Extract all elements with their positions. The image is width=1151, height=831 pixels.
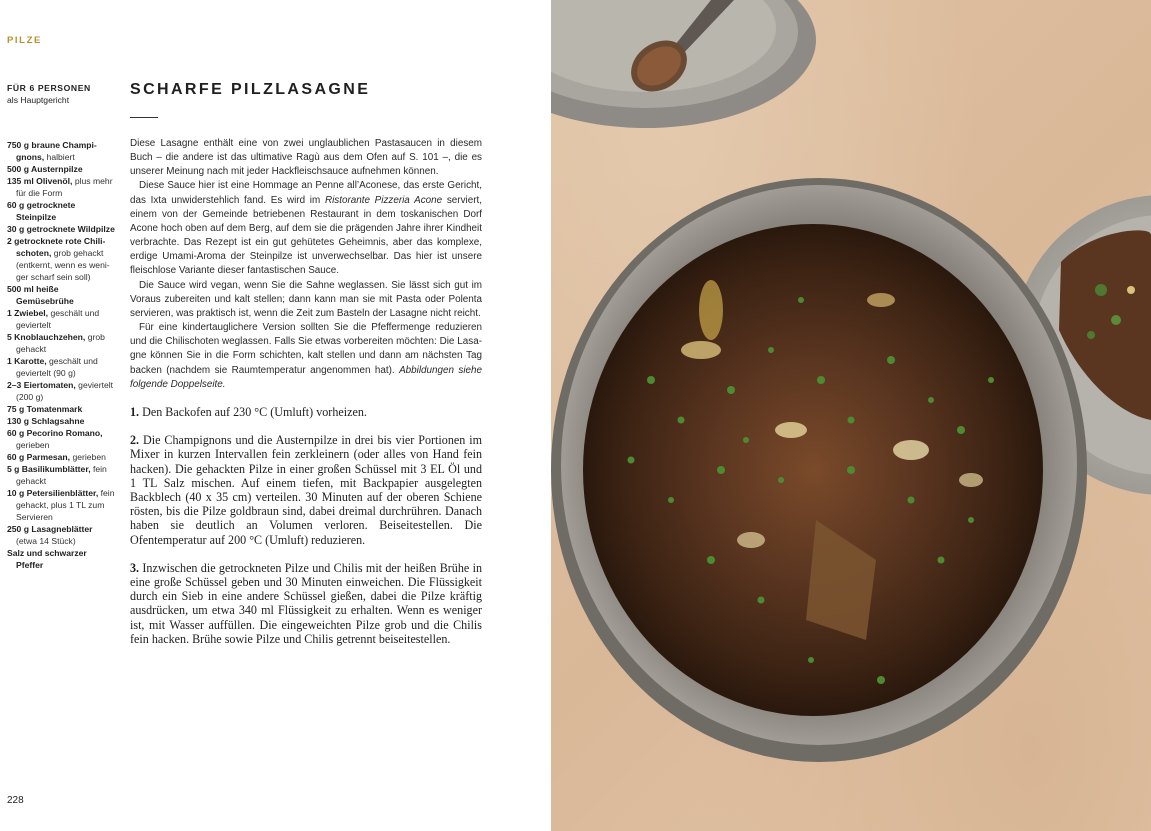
recipe-title: SCHARFE PILZLASAGNE	[130, 81, 371, 98]
intro-paragraph: Diese Sauce hier ist eine Hommage an Penne all’Aconese, das erste Gericht, das Ixta unwiderstehlich fand. Es wird im Ristorante Pizzeria Acone serviert, einem von der Gemeinde betriebenen Restaurant in dem toskanischen Dorf Acone hoch oben auf dem Berg, auf dem sie die prägenden Jahre ihrer Kindheit verbrachte. Das Rezept ist ein gut gehütetes Geheimnis, aber das komplexe, erdige Umami-Aroma der Steinpilze ist unverwechselbar. Das hier ist unsere fleischlose Variante dieser fantastischen Sauce.	[130, 180, 482, 277]
ingredient-item: 130 g Schlagsahne	[7, 416, 85, 426]
servings-subtitle: als Hauptgericht	[7, 95, 70, 105]
ingredient-item: 135 ml Olivenöl, plus mehr für die Form	[7, 176, 113, 198]
method-step: 1. Den Backofen auf 230 °C (Umluft) vorheizen.	[130, 405, 367, 419]
ingredient-item: 500 g Austernpilze	[7, 164, 83, 174]
servings-heading: FÜR 6 PERSONEN	[7, 83, 91, 93]
ingredient-item: 250 g Lasagneblätter (etwa 14 Stück)	[7, 524, 93, 546]
lasagne	[583, 224, 1043, 716]
ingredient-item: 75 g Tomatenmark	[7, 404, 83, 414]
intro-paragraph: Für eine kindertauglichere Version sollten Sie die Pfeffermenge reduzieren und die Chilischoten weglassen. Falls Sie etwas vorbereiten möchten: Die Lasagne können Sie in die Form schichten, kalt stellen und dann am nächsten Tag backen (nachdem sie Raumtemperatur angenommen hat). Abbildungen siehe folgende Doppelseite.	[130, 322, 482, 390]
intro-paragraph: Diese Lasagne enthält eine von zwei unglaublichen Pastasaucen in diesem Buch – die andere ist das ultimative Ragù aus dem Ofen auf S. 101 –, die es unserer Meinung nach mit jeder Hackfleischsauce aufnehmen können.	[130, 138, 482, 178]
section-label: PILZE	[7, 35, 42, 46]
ingredient-list	[7, 139, 115, 571]
recipe-introduction	[130, 137, 482, 392]
lasagne-photo	[551, 0, 1151, 831]
method-step: 2. Die Champignons und die Austernpilze in drei bis vier Portionen im Mixer in kurzen Intervallen fein zerkleinern (oder alles von Hand fein hacken). Die gehackten Pilze in einer großen Schüssel mit 3 EL Öl und 1 TL Salz mischen. Auf einem tiefen, mit Backpapier ausgelegten Backblech (40 x 35 cm) verteilen. 30 Minuten auf der oberen Schiene rösten, bis die Pilze goldbraun sind, dabei dreimal durchrühren. Danach haben sie deutlich an Volumen verloren. Beiseitestellen. Die Ofentemperatur auf 200 °C (Umluft) reduzieren.	[130, 433, 482, 547]
ingredient-item: 500 ml heiße Gemüsebrühe	[7, 284, 74, 306]
ingredient-item: 750 g braune Champignons, halbiert	[7, 140, 97, 162]
ingredient-item: 2–3 Eiertomaten, geviertelt (200 g)	[7, 380, 114, 402]
ingredient-item: 1 Zwiebel, geschält und geviertelt	[7, 308, 100, 330]
intro-paragraph: Die Sauce wird vegan, wenn Sie die Sahne weglassen. Sie lässt sich gut im Voraus zubereiten und kalt stellen; dann kann man sie mit Pasta oder Polenta servieren, was praktisch ist, wenn die Zeit zum Basteln der Lasagne nicht reicht.	[130, 279, 482, 319]
recipe-text-page	[0, 0, 551, 831]
ingredient-item: Salz und schwarzer Pfeffer	[7, 548, 87, 570]
photo-illustration	[551, 0, 1151, 831]
ingredient-item: 1 Karotte, geschält und geviertelt (90 g)	[7, 356, 98, 378]
page-number: 228	[7, 795, 24, 806]
method-steps	[130, 405, 482, 660]
ingredient-item: 5 Knoblauchzehen, grob gehackt	[7, 332, 105, 354]
ingredient-item: 10 g Petersilienblätter, fein gehackt, plus 1 TL zum Servieren	[7, 488, 115, 522]
ingredient-item: 5 g Basilikumblätter, fein gehackt	[7, 464, 107, 486]
servings-block	[7, 83, 112, 105]
ingredient-item: 2 getrocknete rote Chilischoten, grob gehackt (entkernt, wenn es weniger scharf sein soll)	[7, 236, 110, 282]
method-step: 3. Inzwischen die getrockneten Pilze und Chilis mit der heißen Brühe in eine große Schüssel geben und 30 Minuten einweichen. Die Flüssigkeit durch ein Sieb in eine andere Schüssel gießen, dabei die Pilze kräftig ausdrücken, um etwa 340 ml Flüssigkeit zu erhalten. Wenn es weniger ist, mit Wasser auffüllen. Die eingeweichten Pilze grob und die Chilis fein hacken. Brühe sowie Pilze und Chilis getrennt beiseitestellen.	[130, 560, 482, 646]
ingredient-item: 60 g getrocknete Steinpilze	[7, 200, 76, 222]
title-divider	[130, 117, 158, 118]
ingredient-item: 60 g Pecorino Romano, gerieben	[7, 428, 103, 450]
ingredient-item: 30 g getrocknete Wildpilze	[7, 224, 115, 234]
ingredient-item: 60 g Parmesan, gerieben	[7, 452, 106, 462]
